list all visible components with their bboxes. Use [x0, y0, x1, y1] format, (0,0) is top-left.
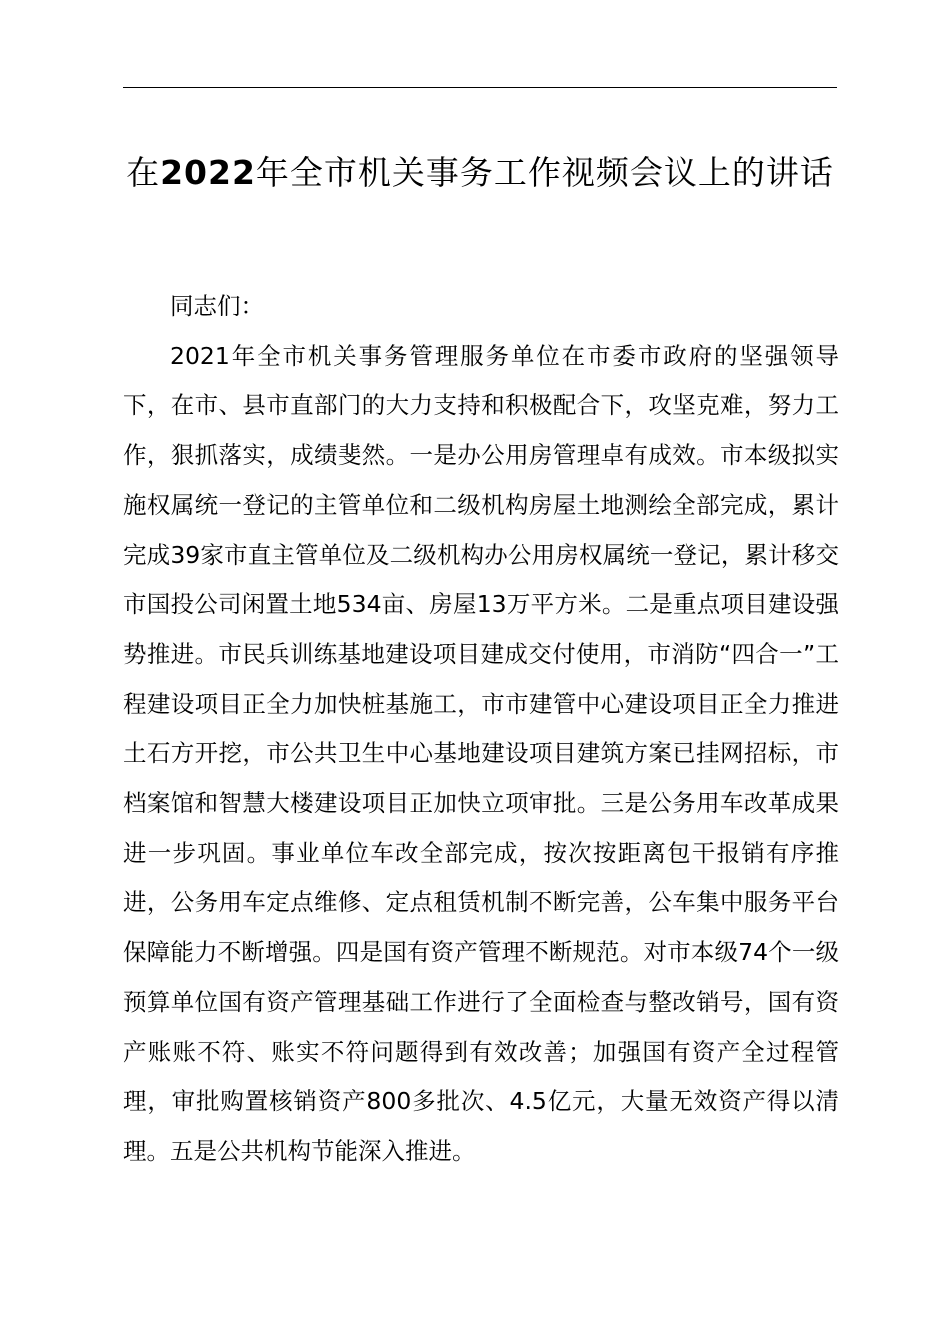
header-rule: [123, 87, 837, 88]
title-suffix: 年全市机关事务工作视频会议上的讲话: [255, 153, 834, 192]
document-title: [120, 148, 840, 198]
document-body: [123, 282, 839, 1177]
greeting: 同志们：: [170, 292, 264, 320]
title-year: 2022: [160, 153, 256, 192]
body-paragraph: 2021年全市机关事务管理服务单位在市委市政府的坚强领导下，在市、县市直部门的大力支持和积极配合下，攻坚克难，努力工作，狠抓落实，成绩斐然。一是办公用房管理卓有成效。市本级拟实施权属统一登记的主管单位和二级机构房屋土地测绘全部完成，累计完成39家市直主管单位及二级机构办公用房权属统一登记，累计移交市国投公司闲置土地534亩、房屋13万平方米。二是重点项目建设强势推进。市民兵训练基地建设项目建成交付使用，市消防“四合一”工程建设项目正全力加快桩基施工，市市建管中心建设项目正全力推进土石方开挖，市公共卫生中心基地建设项目建筑方案已挂网招标，市档案馆和智慧大楼建设项目正加快立项审批。三是公务用车改革成果进一步巩固。事业单位车改全部完成，按次按距离包干报销有序推进，公务用车定点维修、定点租赁机制不断完善，公车集中服务平台保障能力不断增强。四是国有资产管理不断规范。对市本级74个一级预算单位国有资产管理基础工作进行了全面检查与整改销号，国有资产账账不符、账实不符问题得到有效改善；加强国有资产全过程管理，审批购置核销资产800多批次、4.5亿元，大量无效资产得以清理。五是公共机构节能深入推进。: [123, 341, 839, 1165]
title-prefix: 在: [126, 153, 161, 192]
